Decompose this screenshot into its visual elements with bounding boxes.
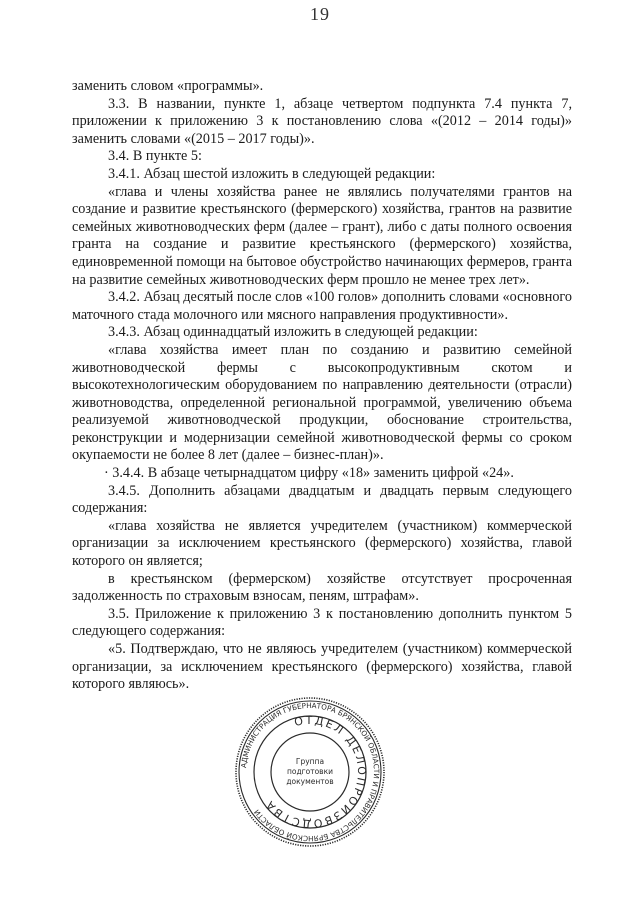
quoted-paragraph: «глава хозяйства имеет план по созданию и развитию семейной животноводческой фермы с высокопродуктивным скотом и высокотехнологическим оборудованием по направлению деятельности (отрасли) животноводства, определенной региональной программой, увеличению объема реализуемой животноводческой продукции, обоснование строительства, реконструкции и модернизации семейной животноводческой фермы со сроком окупаемости не более 8 лет (далее – бизнес-план)». [72,341,572,464]
paragraph: 3.5. Приложение к приложению 3 к постановлению дополнить пунктом 5 следующего содержания: [72,605,572,640]
document-body [72,78,572,694]
official-stamp [234,696,386,848]
paragraph: 3.4.2. Абзац десятый после слов «100 голов» дополнить словами «основного маточного стада молочного или мясного направления продуктивности». [72,289,572,323]
stamp-graphic [234,696,386,848]
paragraph: 3.3. В названии, пункте 1, абзаце четвертом подпункта 7.4 пункта 7, приложении к приложению 3 к постановлению слова «(2012 – 2014 годы)» заменить словами «(2015 – 2017 годы)». [72,95,572,147]
quoted-paragraph: «5. Подтверждаю, что не являюсь учредителем (участником) коммерческой организации, за исключением крестьянского (фермерского) хозяйства, главой которого являюсь». [72,641,572,693]
stamp-outer-text: АДМИНИСТРАЦИЯ ГУБЕРНАТОРА БРЯНСКОЙ ОБЛАСТИ И ПРАВИТЕЛЬСТВА БРЯНСКОЙ ОБЛАСТИ [239,700,382,844]
quoted-paragraph: в крестьянском (фермерском) хозяйстве отсутствует просроченная задолженность по страховым взносам, пеням, штрафам». [72,570,572,605]
stamp-center-line: документов [286,777,334,786]
stamp-center-line: подготовки [287,767,333,776]
quoted-paragraph: «глава хозяйства не является учредителем (участником) коммерческой организации за исключением крестьянского (фермерского) хозяйства, главой которого он является; [72,517,572,570]
paragraph: · 3.4.4. В абзаце четырнадцатом цифру «18» заменить цифрой «24». [104,465,514,482]
paragraph: 3.4.5. Дополнить абзацами двадцатым и двадцать первым следующего содержания: [72,482,572,517]
paragraph: 3.4. В пункте 5: [108,148,202,165]
quoted-paragraph: «глава и члены хозяйства ранее не являлись получателями грантов на создание и развитие крестьянского (фермерского) хозяйства, грантов на развитие семейных животноводческих ферм (далее – грант), либо с даты полного освоения гранта на создание и развитие крестьянского (фермерского) хозяйства, единовременной помощи на бытовое обустройство начинающих фермеров, гранта на развитие семейных животноводческих ферм прошло не менее трех лет». [72,183,572,288]
stamp-center-line: Группа [295,757,325,766]
paragraph: заменить словом «программы». [72,78,264,94]
paragraph: 3.4.1. Абзац шестой изложить в следующей редакции: [108,165,436,182]
paragraph: 3.4.3. Абзац одиннадцатый изложить в следующей редакции: [108,324,478,341]
page-number: 19 [310,4,330,24]
stamp-inner-text: ОТДЕЛ ДЕЛОПРОИЗВОДСТВА [262,713,369,831]
